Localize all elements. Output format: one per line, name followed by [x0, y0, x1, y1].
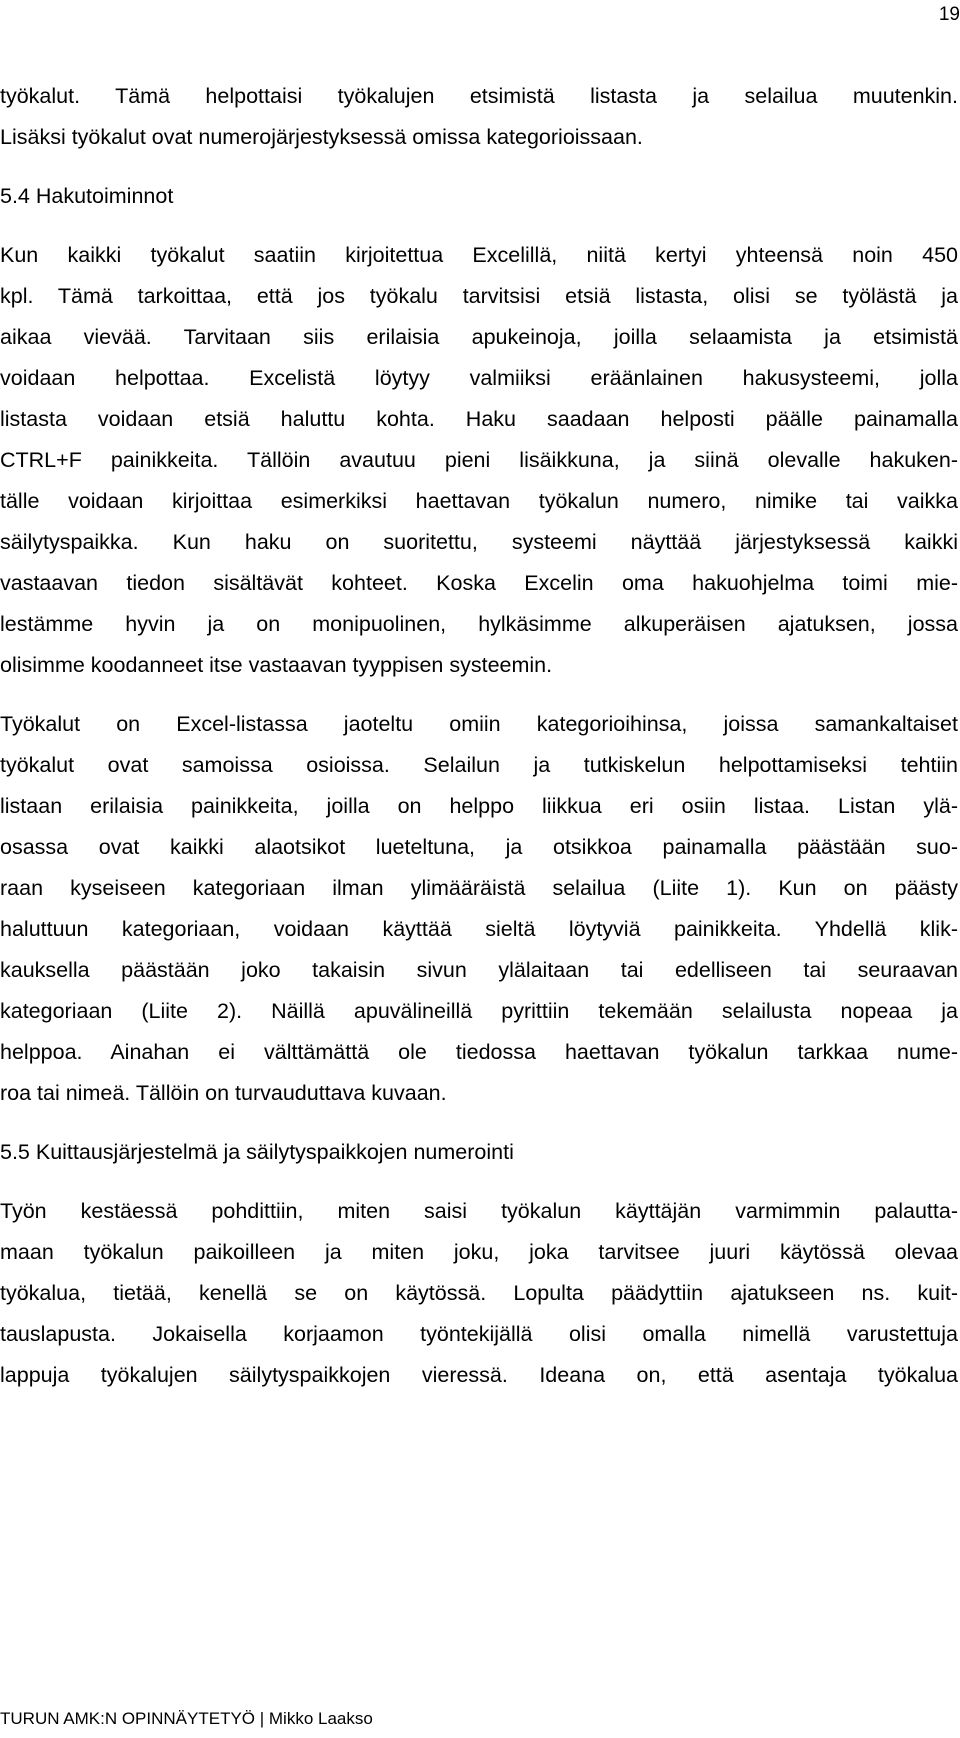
text-line: Työkalut on Excel-listassa jaoteltu omiin kategorioihinsa, joissa samankaltaiset — [0, 712, 958, 736]
text-line: työkalua, tietää, kenellä se on käytössä. Lopulta päädyttiin ajatukseen ns. kuit- — [0, 1281, 958, 1305]
paragraph — [0, 76, 958, 158]
text-line: kauksella päästään joko takaisin sivun ylälaitaan tai edelliseen tai seuraavan — [0, 958, 958, 982]
section-heading: 5.4 Hakutoiminnot — [0, 184, 174, 208]
text-line: listasta voidaan etsiä haluttu kohta. Haku saadaan helposti päälle painamalla — [0, 407, 958, 431]
paragraph — [0, 704, 958, 1114]
text-line: helppoa. Ainahan ei välttämättä ole tiedossa haettavan työkalun tarkkaa nume- — [0, 1040, 958, 1064]
text-line: voidaan helpottaa. Excelistä löytyy valmiiksi eräänlainen hakusysteemi, jolla — [0, 366, 958, 390]
text-line: tauslapusta. Jokaisella korjaamon työntekijällä olisi omalla nimellä varustettuja — [0, 1322, 958, 1346]
text-line: kategoriaan (Liite 2). Näillä apuvälineillä pyrittiin tekemään selailusta nopeaa ja — [0, 999, 958, 1023]
text-line: säilytyspaikka. Kun haku on suoritettu, systeemi näyttää järjestyksessä kaikki — [0, 530, 958, 554]
text-line: lestämme hyvin ja on monipuolinen, hylkäsimme alkuperäisen ajatuksen, jossa — [0, 612, 958, 636]
text-line: kpl. Tämä tarkoittaa, että jos työkalu tarvitsisi etsiä listasta, olisi se työlästä ja — [0, 284, 958, 308]
text-line: raan kyseiseen kategoriaan ilman ylimääräistä selailua (Liite 1). Kun on päästy — [0, 876, 958, 900]
text-line: roa tai nimeä. Tällöin on turvauduttava kuvaan. — [0, 1081, 447, 1105]
page-footer: TURUN AMK:N OPINNÄYTETYÖ | Mikko Laakso — [0, 1709, 373, 1728]
text-line: tälle voidaan kirjoittaa esimerkiksi haettavan työkalun numero, nimike tai vaikka — [0, 489, 958, 513]
text-line: listaan erilaisia painikkeita, joilla on helppo liikkua eri osiin listaa. Listan ylä- — [0, 794, 958, 818]
page-number: 19 — [938, 4, 960, 25]
document-body — [0, 76, 958, 1396]
text-line: Lisäksi työkalut ovat numerojärjestyksessä omissa kategorioissaan. — [0, 125, 643, 149]
text-line: olisimme koodanneet itse vastaavan tyyppisen systeemin. — [0, 653, 553, 677]
text-line: työkalut. Tämä helpottaisi työkalujen etsimistä listasta ja selailua muutenkin. — [0, 84, 958, 108]
text-line: haluttuun kategoriaan, voidaan käyttää sieltä löytyviä painikkeita. Yhdellä klik- — [0, 917, 958, 941]
text-line: maan työkalun paikoilleen ja miten joku, joka tarvitsee juuri käytössä olevaa — [0, 1240, 958, 1264]
text-line: osassa ovat kaikki alaotsikot lueteltuna, ja otsikkoa painamalla päästään suo- — [0, 835, 958, 859]
text-line: lappuja työkalujen säilytyspaikkojen vieressä. Ideana on, että asentaja työkalua — [0, 1363, 958, 1387]
text-line: CTRL+F painikkeita. Tällöin avautuu pieni lisäikkuna, ja siinä olevalle hakuken- — [0, 448, 958, 472]
text-line: vastaavan tiedon sisältävät kohteet. Koska Excelin oma hakuohjelma toimi mie- — [0, 571, 958, 595]
section-heading: 5.5 Kuittausjärjestelmä ja säilytyspaikkojen numerointi — [0, 1140, 514, 1164]
text-line: aikaa vievää. Tarvitaan siis erilaisia apukeinoja, joilla selaamista ja etsimistä — [0, 325, 958, 349]
text-line: Työn kestäessä pohdittiin, miten saisi työkalun käyttäjän varmimmin palautta- — [0, 1199, 958, 1223]
text-line: työkalut ovat samoissa osioissa. Selailun ja tutkiskelun helpottamiseksi tehtiin — [0, 753, 958, 777]
paragraph — [0, 1191, 958, 1396]
text-line: Kun kaikki työkalut saatiin kirjoitettua Excelillä, niitä kertyi yhteensä noin 450 — [0, 243, 958, 267]
paragraph — [0, 235, 958, 686]
